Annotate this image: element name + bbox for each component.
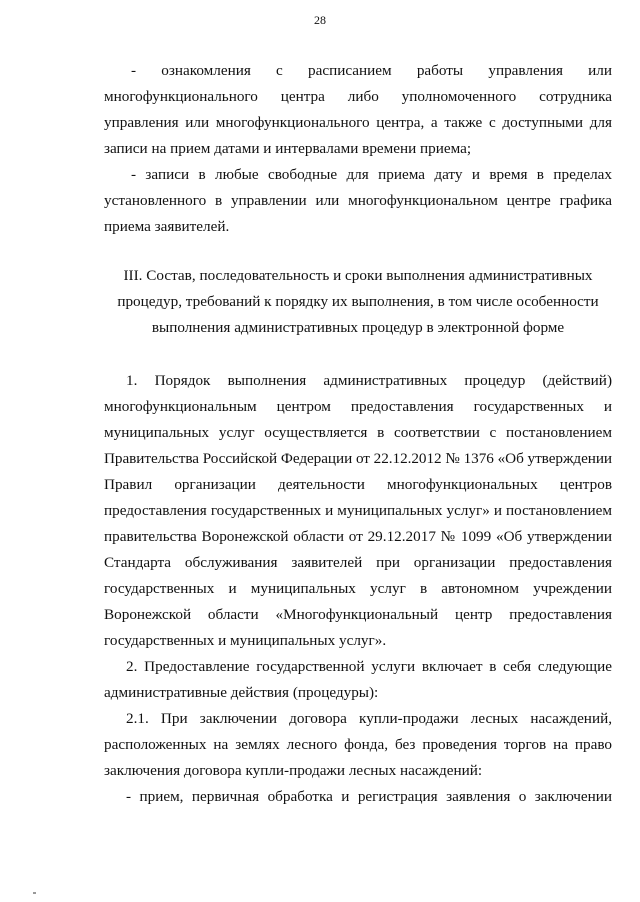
text-line: Воронежской области «Многофункциональный центр предоставления xyxy=(104,606,612,623)
scan-mark xyxy=(33,892,36,894)
page-number: 28 xyxy=(314,13,326,27)
text-line: административные действия (процедуры): xyxy=(104,684,379,701)
text-line: - записи в любые свободные для приема дату и время в пределах xyxy=(131,166,612,183)
text-line: - ознакомления с расписанием работы управления или xyxy=(131,62,612,79)
text-line: управления или многофункционального центра, а также с доступными для xyxy=(104,114,612,131)
paragraph-group-1 xyxy=(104,58,612,240)
text-line: Правил организации деятельности многофункциональных центров xyxy=(104,476,612,493)
text-line: многофункционального центра либо уполномоченного сотрудника xyxy=(104,88,612,105)
section-heading xyxy=(104,263,612,341)
text-line: 1. Порядок выполнения административных процедур (действий) xyxy=(126,372,612,389)
text-line: муниципальных услуг осуществляется в соответствии с постановлением xyxy=(104,424,612,441)
text-line: приема заявителей. xyxy=(104,218,230,235)
text-line: 2. Предоставление государственной услуги включает в себя следующие xyxy=(126,658,612,675)
heading-line: выполнения административных процедур в электронной форме xyxy=(151,319,565,336)
text-line: многофункциональным центром предоставления государственных и xyxy=(104,398,612,415)
text-line: записи на прием датами и интервалами времени приема; xyxy=(104,140,472,157)
text-line: государственных и муниципальных услуг в автономном учреждении xyxy=(104,580,612,597)
text-line: заключения договора купли-продажи лесных насаждений: xyxy=(104,762,483,779)
text-line: государственных и муниципальных услуг». xyxy=(104,632,387,649)
text-line: 2.1. При заключении договора купли-продажи лесных насаждений, xyxy=(126,710,612,727)
paragraph-group-2 xyxy=(104,368,612,810)
text-line: Правительства Российской Федерации от 22.12.2012 № 1376 «Об утверждении xyxy=(104,450,612,467)
heading-line: III. Состав, последовательность и сроки выполнения административных xyxy=(123,267,593,284)
text-line: предоставления государственных и муниципальных услуг» и постановлением xyxy=(104,502,612,519)
text-line: Стандарта обслуживания заявителей при организации предоставления xyxy=(104,554,612,571)
text-line: расположенных на землях лесного фонда, без проведения торгов на право xyxy=(104,736,612,753)
heading-line: процедур, требований к порядку их выполнения, в том числе особенности xyxy=(117,293,599,310)
text-line: правительства Воронежской области от 29.12.2017 № 1099 «Об утверждении xyxy=(104,528,612,545)
text-line: - прием, первичная обработка и регистрация заявления о заключении xyxy=(126,788,612,805)
text-line: установленного в управлении или многофункциональном центре графика xyxy=(104,192,612,209)
